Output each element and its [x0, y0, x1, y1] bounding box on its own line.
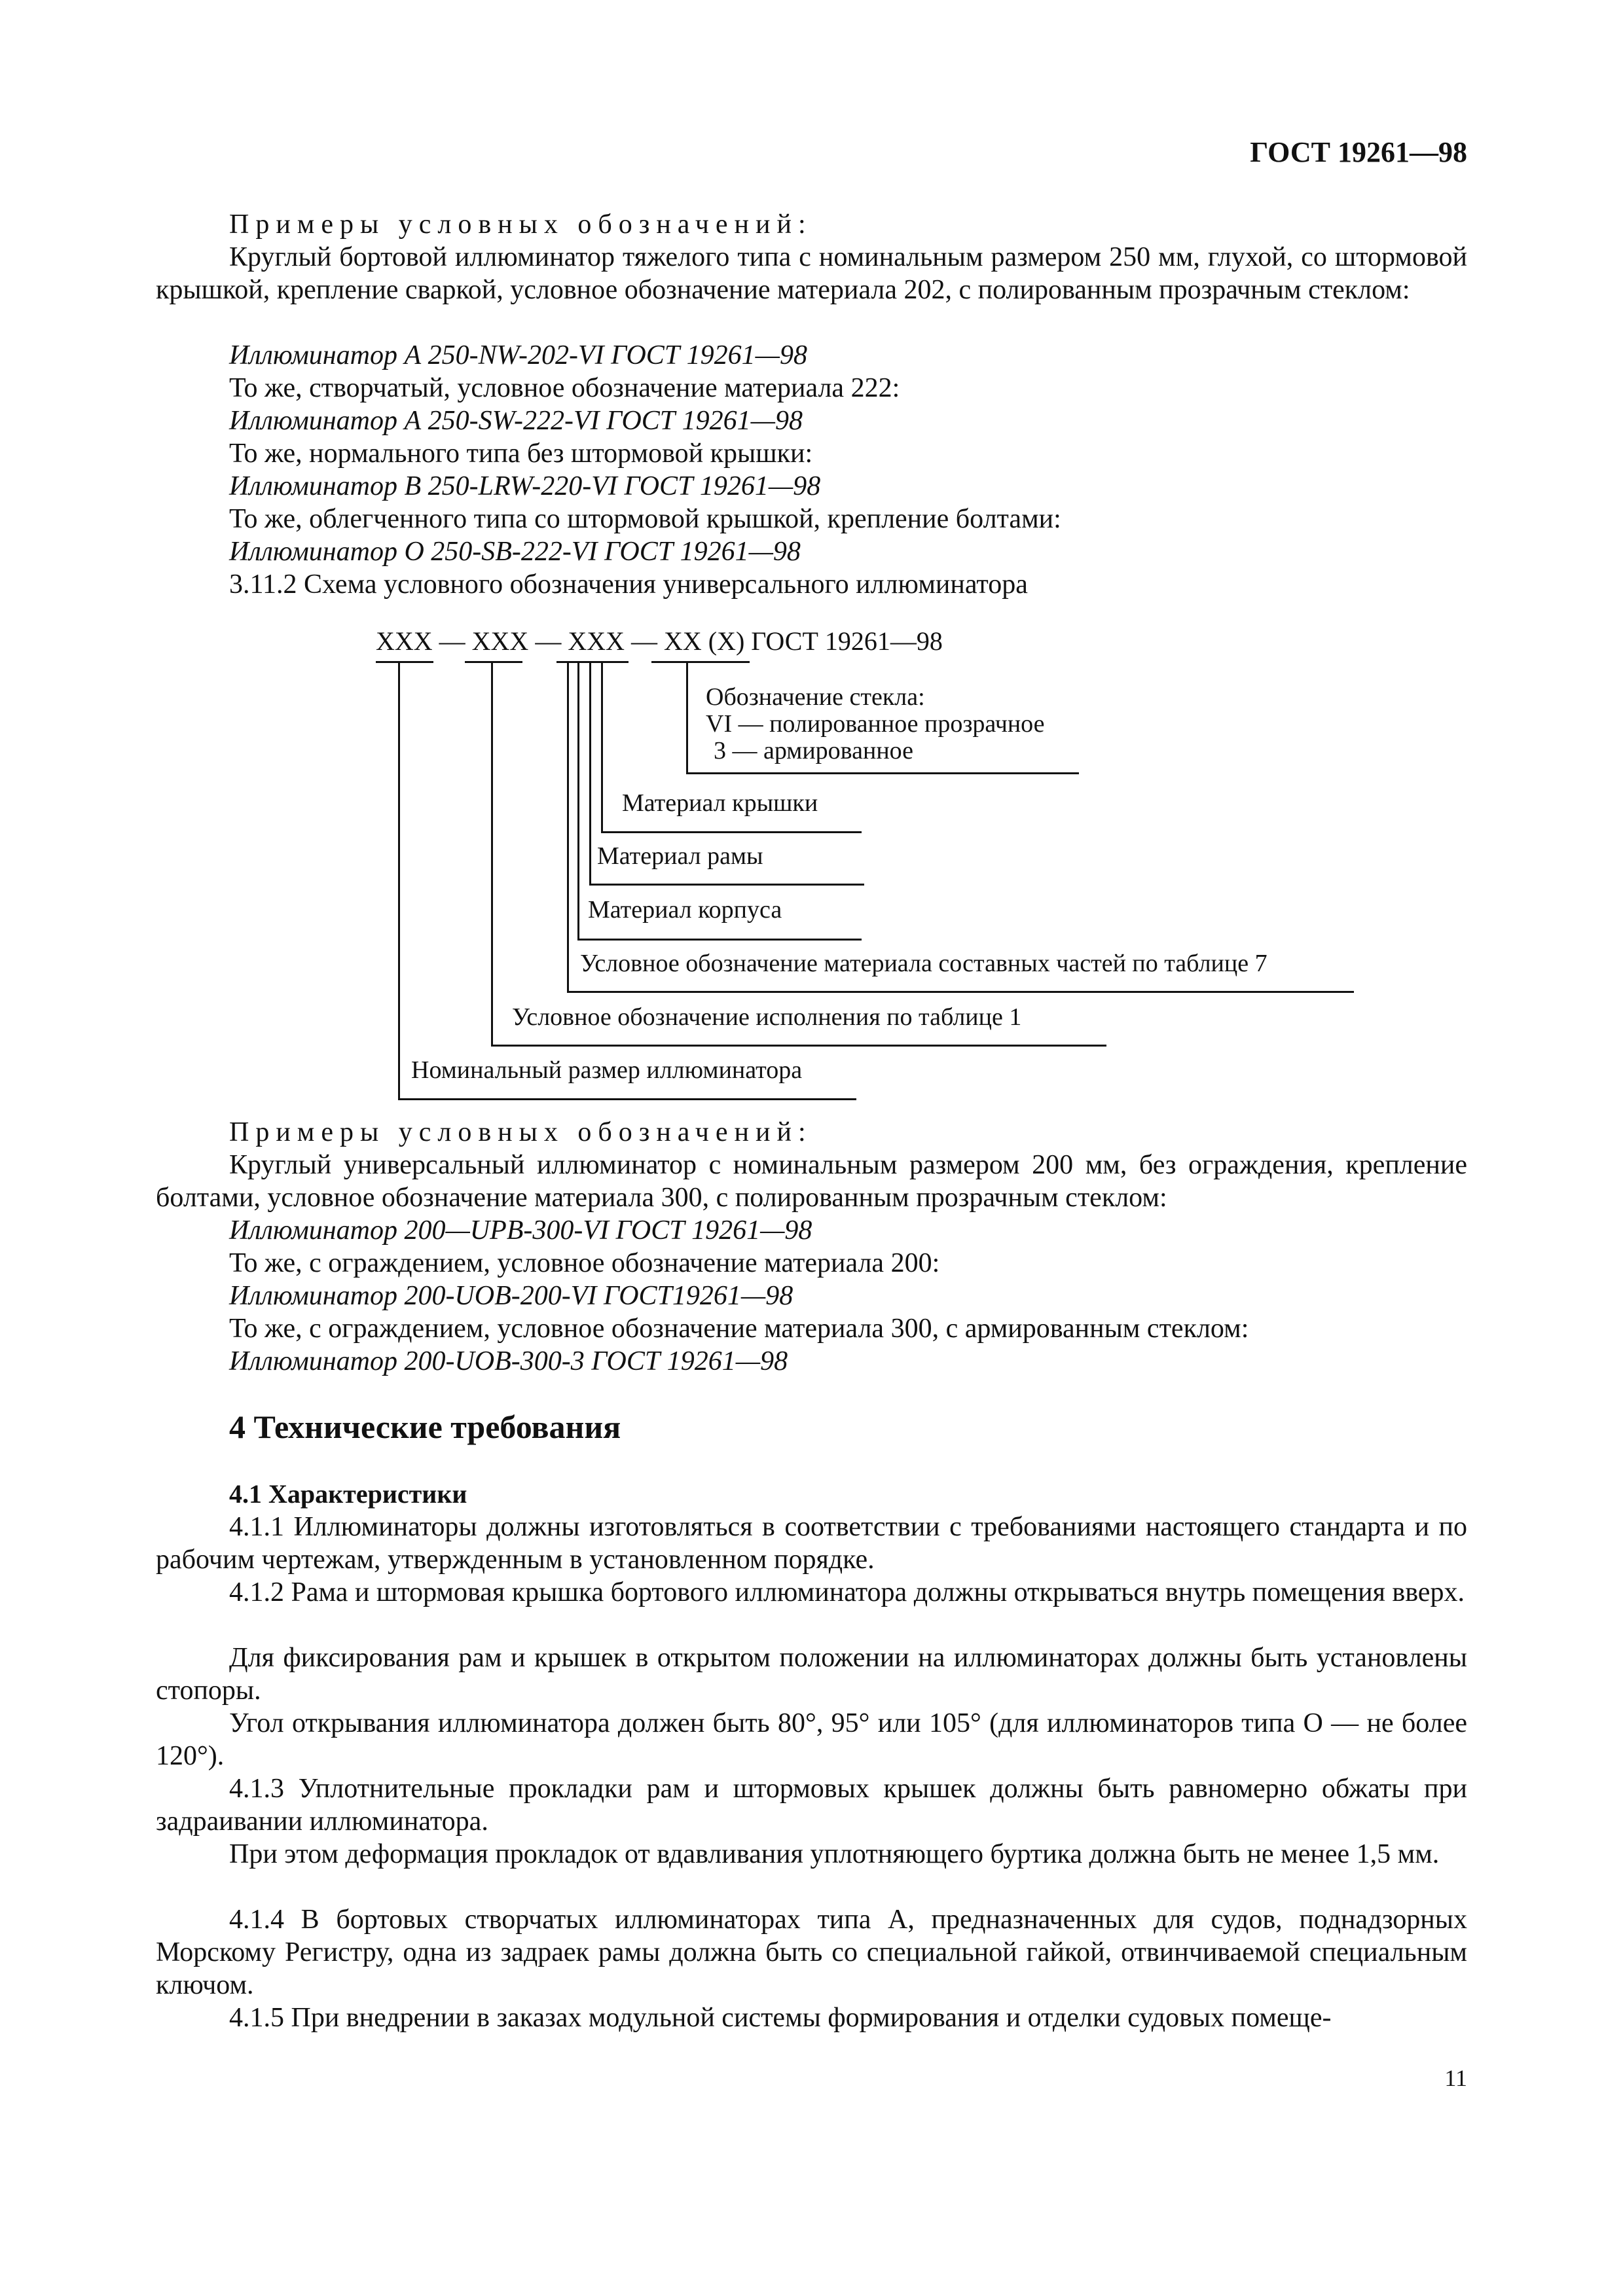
leader-body — [577, 939, 862, 941]
connector-glass — [686, 661, 688, 774]
leader-cover — [601, 831, 862, 833]
connector-cover — [601, 661, 603, 833]
leader-version — [491, 1045, 1106, 1047]
body-material-label: Материал корпуса — [588, 896, 782, 924]
leader-frame — [589, 884, 864, 886]
paragraph-deformation: При этом деформация прокладок от вдавливания уплотняющего буртика должна быть не менее 1,5 мм. — [229, 1839, 1440, 1869]
paragraph-opening-angle: Угол открывания иллюминатора должен быть 80°, 95° или 105° (для иллюминаторов типа О — не более 120°). — [156, 1708, 1467, 1771]
version-designation-label: Условное обозначение исполнения по таблице 1 — [512, 1003, 1022, 1031]
frame-material-label: Материал рамы — [597, 842, 763, 870]
leader-size — [398, 1098, 856, 1100]
connector-version — [491, 661, 493, 1046]
nominal-size-label: Номинальный размер иллюминатора — [411, 1056, 803, 1084]
example-designation: Иллюминатор О 250-SB-222-VI ГОСТ 19261—98 — [229, 537, 801, 567]
paragraph-4-1-2: 4.1.2 Рама и штормовая крышка бортового иллюминатора должны открываться внутрь помещения вверх. — [229, 1577, 1465, 1607]
example-designation: Иллюминатор 200—UPB-300-VI ГОСТ 19261—98 — [229, 1215, 812, 1246]
connector-body — [577, 661, 579, 940]
example-text: То же, с ограждением, условное обозначение материала 200: — [229, 1248, 940, 1278]
underline-glass — [651, 661, 750, 663]
examples-heading: Примеры условных обозначений: — [229, 209, 812, 240]
cover-material-label: Материал крышки — [622, 789, 818, 817]
connector-frame — [589, 661, 591, 885]
section-4-title: 4 Технические требования — [229, 1408, 621, 1445]
document-code: ГОСТ 19261—98 — [1250, 136, 1467, 168]
paragraph-4-1-3: 4.1.3 Уплотнительные прокладки рам и штормовых крышек должны быть равномерно обжаты при задраивании иллюминатора. — [156, 1774, 1467, 1837]
example-text: То же, с ограждением, условное обозначение материала 300, с армированным стеклом: — [229, 1314, 1249, 1344]
example-designation: Иллюминатор 200-UOB-300-3 ГОСТ 19261—98 — [229, 1346, 788, 1376]
example-designation: Иллюминатор А 250-NW-202-VI ГОСТ 19261—98 — [229, 340, 808, 370]
material-designation-label: Условное обозначение материала составных частей по таблице 7 — [580, 950, 1267, 977]
paragraph-4-1-4: 4.1.4 В бортовых створчатых иллюминаторах типа А, предназначенных для судов, поднадзорных Морскому Регистру, одна из задраек рамы должна быть со специальной гайкой, отвинчиваемой специальным ключом. — [156, 1905, 1467, 2000]
example-intro: Круглый бортовой иллюминатор тяжелого типа с номинальным размером 250 мм, глухой, со штормовой крышкой, крепление сваркой, условное обозначение материала 202, с полированным прозрачным стеклом: — [156, 242, 1467, 305]
example-intro: Круглый универсальный иллюминатор с номинальным размером 200 мм, без ограждения, крепление болтами, условное обозначение материала 300, с полированным прозрачным стеклом: — [156, 1150, 1467, 1213]
underline-size — [376, 661, 433, 663]
section-3-11-2-title: 3.11.2 Схема условного обозначения универсального иллюминатора — [229, 569, 1028, 600]
paragraph-4-1-1: 4.1.1 Иллюминаторы должны изготовляться в соответствии с требованиями настоящего стандарта и по рабочим чертежам, утвержденным в установленном порядке. — [156, 1512, 1467, 1575]
example-designation: Иллюминатор В 250-LRW-220-VI ГОСТ 19261—98 — [229, 471, 821, 501]
glass-option-3: 3 — армированное — [714, 737, 913, 764]
example-designation: Иллюминатор А 250-SW-222-VI ГОСТ 19261—98 — [229, 406, 803, 436]
example-text: То же, створчатый, условное обозначение материала 222: — [229, 373, 900, 403]
example-text: То же, облегченного типа со штормовой крышкой, крепление болтами: — [229, 504, 1061, 534]
example-text: То же, нормального типа без штормовой крышки: — [229, 439, 813, 469]
glass-option-vi: VI — полированное прозрачное — [706, 710, 1045, 738]
leader-glass — [686, 772, 1079, 774]
scheme-formula: ХХХ — ХХХ — ХХХ — ХХ (Х) ГОСТ 19261—98 — [376, 626, 943, 656]
example-designation: Иллюминатор 200-UOB-200-VI ГОСТ19261—98 — [229, 1281, 793, 1311]
page-number: 11 — [1444, 2065, 1467, 2091]
glass-title: Обозначение стекла: — [706, 683, 925, 711]
connector-size — [398, 661, 400, 1100]
leader-material — [567, 991, 1354, 993]
paragraph-4-1-5: 4.1.5 При внедрении в заказах модульной системы формирования и отделки судовых помеще- — [229, 2003, 1332, 2033]
examples-heading: Примеры условных обозначений: — [229, 1117, 812, 1147]
underline-version — [465, 661, 522, 663]
connector-material — [567, 661, 569, 992]
paragraph-stoppers: Для фиксирования рам и крышек в открытом положении на иллюминаторах должны быть установлены стопоры. — [156, 1643, 1467, 1706]
subsection-4-1-title: 4.1 Характеристики — [229, 1479, 467, 1509]
